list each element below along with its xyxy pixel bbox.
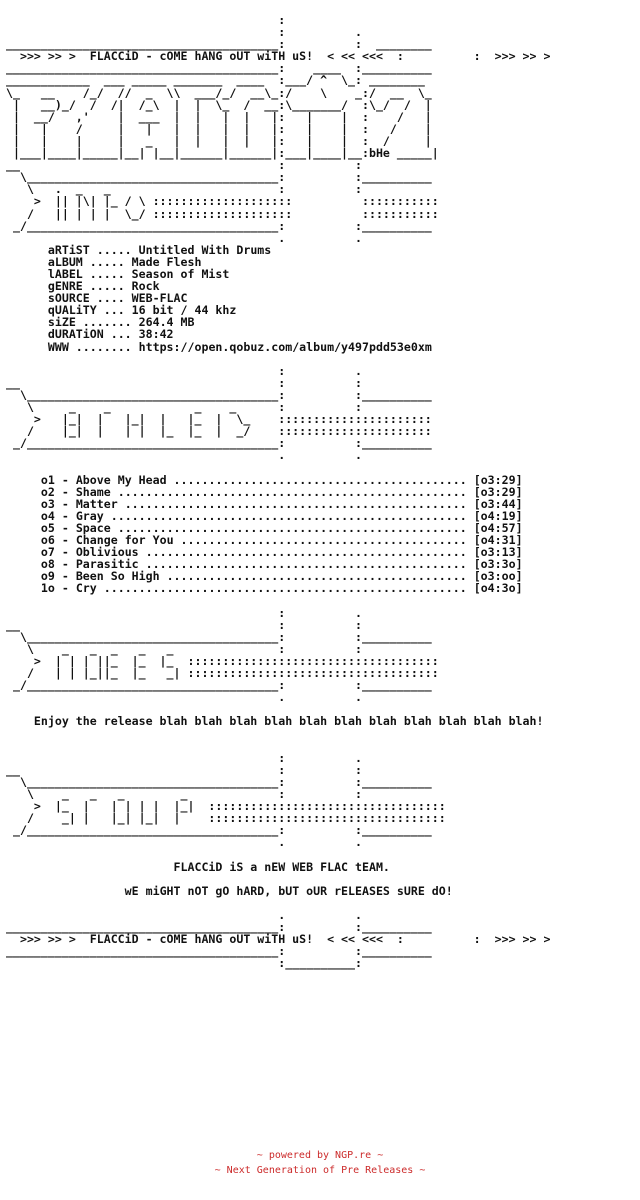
group-line-1: FLACCiD iS a nEW WEB FLAC tEAM. [173,859,390,874]
track-title: Above My Head [75,472,167,487]
bottom-banner: >>> >> > FLACCiD - cOME hANG oUT wiTH uS! < << <<< : : >>> >> > [6,932,551,947]
top-banner-text: >>> >> > FLACCiD - cOME hANG oUT wiTH uS! < << <<< [6,49,383,64]
track-row: o6 - Change for You ......................................... [o4:31] [40,533,523,548]
track-time: [o3:29] [473,472,523,487]
notes-header-art: : . __ : : \____________________________________: :__________ \ _ _ _ _ _ : : > | | | ||_ |_ |_ :::::::::::::::::::::::::::::::::::: / | | |_||_ |_ _| :::::::::::::::::::::::::::::::::::: _/____________________________________: :__________ . . [6,605,439,705]
track-title: Cry [75,581,97,596]
bottom-banner-text: >>> >> > FLACCiD - cOME hANG oUT wiTH uS! < << <<< [6,932,383,947]
powered-by-link[interactable]: ~ powered by NGP.re ~ [256,1150,384,1161]
info-genre-row: gENRE ..... Rock [47,279,160,294]
track-row: o1 - Above My Head .......................................... [o3:29] [40,472,523,487]
track-title: Matter [75,496,118,511]
info-artist-row: aRTiST ..... Untitled With Drums [47,242,272,257]
track-row: o4 - Gray ................................................... [o4:19] [40,508,523,523]
nfo-text-block: : : . _______________________________________: : ________ >>> >> > FLACCiD - cOME hANG oUT wiTH uS! < << <<< : : >>> >> > _______________________________________: ____ :__________ ____________ ___ _____ _______ ____ :___/ ^ \_: ________ \_ __ /_/ // _ \\ ___/_/ __\_:/ \ _:/ __ \_ | __)_/ / /| /_\ | | \_ / __:\_______/ :\_/ / | | __/ ,' | ___ | | | | |: | | : / | | | / | | | | | | |: | | : / | | | | | _ | | | | |: | | : / | |___|____|_____|__| |__|______|______|:___|____|__:bHe _____| __ : : \____________________________________: :__________ \ . _ _ : : > || |\| |_ / \ :::::::::::::::::::: ::::::::::: / || | | | \_/ :::::::::::::::::::: ::::::::::: _/____________________________________: :__________ . . aRTiST ..... Untitled With Drums aLBUM ..... Made Flesh lABEL ..... Season of Mist gENRE ..... Rock sOURCE .... WEB-FLAC qUALiTY ... 16 bit / 44 khz siZE ....... 264.4 MB dURATiON ... 38:42 WWW ........ https://open.qobuz.com/album/y497pdd53e0xm : . __ : : \____________________________________: :__________ \ _ _ _ _ : : > |_| | |_| | |_ | \_ :::::::::::::::::::::: / |_| | | | |_ |_ | _/ :::::::::::::::::::::: _/____________________________________: :__________ . . o1 - Above My Head .......................................... [o3:29] o2 - Shame .................................................. [o3:29] o3 - Matter ................................................. [o3:44] o4 - Gray ................................................... [o4:19] o5 - Space .................................................. [o4:57] o6 - Change for You ......................................... [o4:31] o7 - Oblivious .............................................. [o3:13] o8 - Parasitic .............................................. [o3:3o] o9 - Been So High ........................................... [o3:oo] 1o - Cry .................................................... [o4:3o] : . __ : : \____________________________________: :__________ \ _ _ _ _ _ : : > | | | ||_ |_ |_ :::::::::::::::::::::::::::::::::::: / | | |_||_ |_ _| :::::::::::::::::::::::::::::::::::: _/____________________________________: :__________ . . Enjoy the release blah blah blah blah blah blah blah blah blah blah blah! : . __ : : \____________________________________: :__________ \ _ _ _ _ : : > |_ | | | | | |_| :::::::::::::::::::::::::::::::::: / _| | |_| |_| | :::::::::::::::::::::::::::::::::: _/____________________________________: :__________ . . FLACCiD iS a nEW WEB FLAC tEAM. wE miGHT nOT gO hARD, bUT oUR rELEASES sURE dO! . . _______________________________________: :__________ >>> >> > FLACCiD - cOME hANG oUT wiTH uS! < << <<< : : >>> >> > _______________________________________: :__________ :__________: [6,13,551,971]
info-duration-row: dURATiON ... 38:42 [47,327,174,342]
info-label-row: lABEL ..... Season of Mist [47,266,230,281]
footer-tagline: ~ Next Generation of Pre Releases ~ [214,1165,426,1176]
track-time: [o4:31] [473,533,523,548]
track-time: [o3:29] [473,484,523,499]
tracks-header-art: : . __ : : \____________________________________: :__________ \ _ _ _ _ : : > |_| | |_| | |_ | \_ :::::::::::::::::::::: / |_| | | | |_ |_ | _/ :::::::::::::::::::::: _/____________________________________: :__________ . . [6,363,432,463]
track-row: 1o - Cry .................................................... [o4:3o] [40,581,523,596]
size-value: 264.4 MB [138,315,195,330]
source-value: WEB-FLAC [131,291,188,306]
track-row: o7 - Oblivious .............................................. [o3:13] [40,545,523,560]
track-time: [o3:3o] [473,557,523,572]
label-value: Season of Mist [131,266,230,281]
group-line-2: wE miGHT nOT gO hARD, bUT oUR rELEASES sURE dO! [124,883,453,898]
track-time: [o4:3o] [473,581,523,596]
info-size-row: siZE ....... 264.4 MB [47,315,195,330]
track-row: o8 - Parasitic .............................................. [o3:3o] [40,557,523,572]
track-row: o2 - Shame .................................................. [o3:29] [40,484,523,499]
flaccid-logo-art: _______________________________________: ____ :__________ ____________ ___ _____ _______ ____ :___/ ^ \_: ________ \_ __ /_/ // _ \\ ___/_/ __\_:/ \ _:/ __ \_ | __)_/ / /| /_\ | | \_ / __:\_______/ :\_/ / | | __/ ,' | ___ | | | | |: | | : / | | | / | | | | | | |: | | : / | | | | | _ | | | | |: | | : / | |___|____|_____|__| |__|______|______|:___|____|__:bHe _____| [6,61,439,161]
track-title: Been So High [75,569,160,584]
track-title: Parasitic [75,557,139,572]
info-header-art: __ : : \____________________________________: :__________ \ . _ _ : : > || |\| |_ / \ :::::::::::::::::::: ::::::::::: / || | | | \_/ :::::::::::::::::::: ::::::::::: _/____________________________________: :__________ . . [6,158,439,245]
track-title: Shame [75,484,111,499]
quality-value: 16 bit / 44 khz [131,303,237,318]
notes-text: Enjoy the release blah blah blah blah blah blah blah blah blah blah blah! [33,714,544,729]
track-row: o3 - Matter ................................................. [o3:44] [40,496,523,511]
footer [0,1148,640,1178]
track-time: [o4:19] [473,508,523,523]
track-row: o9 - Been So High ........................................... [o3:oo] [40,569,523,584]
track-title: Space [75,520,111,535]
top-banner: >>> >> > FLACCiD - cOME hANG oUT wiTH uS! < << <<< : : >>> >> > [6,49,551,64]
info-www-row: WWW ........ https://open.qobuz.com/album/y497pdd53e0xm [47,339,432,354]
track-title: Oblivious [75,545,139,560]
album-value: Made Flesh [131,254,202,269]
top-banner-right: >>> >> > [494,49,551,64]
genre-value: Rock [131,279,160,294]
divider: : : . _______________________________________: : ________ [6,13,432,52]
www-link[interactable]: https://open.qobuz.com/album/y497pdd53e0xm [138,339,432,354]
track-time: [o3:13] [473,545,523,560]
group-header-art: : . __ : : \____________________________________: :__________ \ _ _ _ _ : : > |_ | | | | | |_| :::::::::::::::::::::::::::::::::: / _| | |_| |_| | :::::::::::::::::::::::::::::::::: _/____________________________________: :__________ . . [6,750,446,850]
track-time: [o3:44] [473,496,523,511]
artist-value: Untitled With Drums [138,242,272,257]
track-title: Change for You [75,533,174,548]
info-album-row: aLBUM ..... Made Flesh [47,254,202,269]
duration-value: 38:42 [138,327,174,342]
info-source-row: sOURCE .... WEB-FLAC [47,291,188,306]
track-title: Gray [75,508,104,523]
track-row: o5 - Space .................................................. [o4:57] [40,520,523,535]
track-time: [o4:57] [473,520,523,535]
info-quality-row: qUALiTY ... 16 bit / 44 khz [47,303,237,318]
track-time: [o3:oo] [473,569,523,584]
